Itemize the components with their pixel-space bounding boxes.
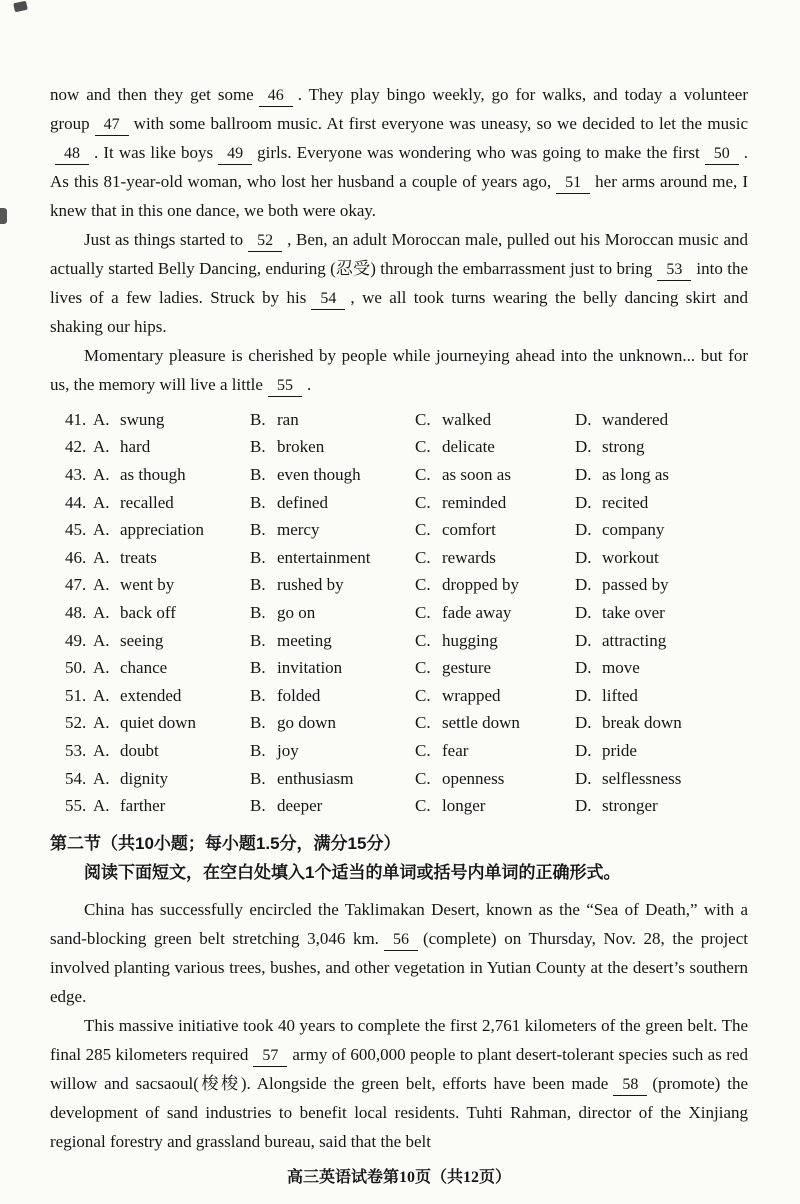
option-choice-a (93, 741, 250, 761)
choice-letter: B. (250, 520, 266, 540)
option-number: 51. (65, 685, 87, 705)
option-row (65, 654, 748, 682)
blank-52: 52 (248, 231, 282, 252)
choice-text: even though (277, 464, 361, 484)
option-number: 42. (65, 437, 87, 457)
choice-letter: B. (250, 658, 266, 678)
choice-text: joy (277, 740, 299, 760)
option-choice-a (93, 410, 250, 430)
option-number: 50. (65, 658, 87, 678)
choice-letter: C. (415, 437, 431, 457)
paragraph: Just as things started to 52 , Ben, an adult Moroccan male, pulled out his Moroccan music and actually started Belly Dancing, enduring (忍受) through the embarrassment just to bring 53 into the lives of a few ladies. Struck by his 54 , we all took turns wearing the belly dancing skirt and shaking our hips. (50, 230, 748, 336)
choice-text: move (602, 658, 640, 678)
option-choice-a (93, 631, 250, 651)
choice-letter: D. (575, 547, 592, 567)
option-choice-b (250, 603, 415, 623)
option-choice-d (575, 493, 748, 513)
section2-title: 第二节 (50, 833, 101, 853)
option-choice-c (415, 686, 575, 706)
option-choice-d (575, 713, 748, 733)
option-choice-b (250, 548, 415, 568)
choice-letter: B. (250, 630, 266, 650)
option-number: 52. (65, 713, 87, 733)
section2-passage (50, 895, 748, 1156)
option-choice-b (250, 713, 415, 733)
option-choice-c (415, 548, 575, 568)
choice-letter: B. (250, 796, 266, 816)
choice-letter: A. (93, 796, 110, 816)
option-choice-b (250, 520, 415, 540)
option-choice-d (575, 686, 748, 706)
option-choice-a (93, 437, 250, 457)
choice-letter: C. (415, 713, 431, 733)
choice-letter: D. (575, 658, 592, 678)
choice-text: folded (277, 685, 321, 705)
option-row (65, 516, 748, 544)
option-choice-b (250, 741, 415, 761)
choice-letter: A. (93, 602, 110, 622)
option-choice-c (415, 520, 575, 540)
choice-text: stronger (602, 796, 658, 816)
choice-letter: D. (575, 713, 592, 733)
option-choice-a (93, 686, 250, 706)
choice-text: broken (277, 437, 325, 457)
choice-letter: A. (93, 713, 110, 733)
option-choice-c (415, 410, 575, 430)
blank-56: 56 (384, 930, 418, 951)
choice-letter: B. (250, 685, 266, 705)
choice-letter: B. (250, 464, 266, 484)
option-choice-d (575, 796, 748, 816)
choice-text: company (602, 520, 665, 540)
option-number: 48. (65, 602, 87, 622)
choice-letter: C. (415, 492, 431, 512)
choice-text: pride (602, 740, 637, 760)
choice-text: quiet down (120, 713, 197, 733)
choice-letter: A. (93, 464, 110, 484)
option-number: 43. (65, 464, 87, 484)
section2-heading (50, 829, 748, 858)
option-choice-d (575, 769, 748, 789)
choice-letter: C. (415, 547, 431, 567)
blank-48: 48 (55, 144, 89, 165)
choice-text: ran (277, 409, 299, 429)
option-choice-b (250, 796, 415, 816)
blank-58: 58 (613, 1075, 647, 1096)
option-choice-a (93, 658, 250, 678)
choice-letter: D. (575, 409, 592, 429)
choice-text: break down (602, 713, 682, 733)
option-choice-c (415, 741, 575, 761)
option-choice-d (575, 575, 748, 595)
choice-text: dignity (120, 768, 169, 788)
option-row (65, 710, 748, 738)
choice-letter: A. (93, 520, 110, 540)
choice-text: comfort (442, 520, 496, 540)
option-choice-d (575, 520, 748, 540)
blank-55: 55 (268, 376, 302, 397)
choice-letter: D. (575, 768, 592, 788)
choice-text: go on (277, 602, 316, 622)
choice-letter: B. (250, 768, 266, 788)
option-choice-c (415, 713, 575, 733)
choice-letter: B. (250, 713, 266, 733)
option-choice-b (250, 658, 415, 678)
paragraph: This massive initiative took 40 years to complete the first 2,761 kilometers of the green belt. The final 285 kilometers required 57 army of 600,000 people to plant desert-tolerant species such as red willow and sacsaoul(梭梭). Alongside the green belt, efforts have been made 58 (promote) the development of sand industries to benefit local residents. Tuhti Rahman, director of the Xinjiang regional forestry and grassland bureau, said that the belt (50, 1015, 749, 1151)
paragraph: now and then they get some 46 . They play bingo weekly, go for walks, and today a volunteer group 47 with some ballroom music. At first everyone was uneasy, so we decided to let the music48 . It was like boys 49 girls. Everyone was wondering who was going to make the first 50 . As this 81-year-old woman, who lost her husband a couple of years ago, 51 her arms around me, I knew that in this one dance, we both were okay. (50, 85, 748, 220)
option-choice-a (93, 769, 250, 789)
choice-letter: B. (250, 492, 266, 512)
choice-text: openness (442, 768, 505, 788)
choice-text: reminded (442, 492, 507, 512)
choice-letter: C. (415, 685, 431, 705)
choice-text: treats (120, 547, 157, 567)
choice-text: went by (120, 575, 175, 595)
cloze-passage (50, 80, 748, 399)
choice-text: take over (602, 602, 665, 622)
choice-letter: C. (415, 464, 431, 484)
choice-text: mercy (277, 520, 320, 540)
choice-text: entertainment (277, 547, 371, 567)
choice-letter: B. (250, 409, 266, 429)
choice-text: rewards (442, 547, 496, 567)
choice-text: fade away (442, 602, 512, 622)
choice-text: dropped by (442, 575, 519, 595)
option-choice-a (93, 575, 250, 595)
choice-letter: A. (93, 575, 110, 595)
choice-letter: D. (575, 464, 592, 484)
blank-53: 53 (657, 260, 691, 281)
choice-letter: B. (250, 575, 266, 595)
choice-text: wandered (602, 409, 669, 429)
choice-letter: B. (250, 437, 266, 457)
paragraph: Momentary pleasure is cherished by people while journeying ahead into the unknown... but for us, the memory will live a little 55 . (50, 341, 748, 399)
option-choice-b (250, 465, 415, 485)
blank-51: 51 (556, 173, 590, 194)
section2-instruction: 阅读下面短文，在空白处填入1个适当的单词或括号内单词的正确形式。 (84, 862, 621, 882)
option-choice-c (415, 796, 575, 816)
choice-text: deeper (277, 796, 323, 816)
choice-text: invitation (277, 658, 343, 678)
choice-letter: D. (575, 520, 592, 540)
choice-text: chance (120, 658, 168, 678)
choice-letter: D. (575, 685, 592, 705)
options-table (65, 406, 748, 820)
option-row (65, 737, 748, 765)
option-choice-d (575, 410, 748, 430)
choice-letter: C. (415, 575, 431, 595)
choice-letter: A. (93, 492, 110, 512)
choice-letter: A. (93, 658, 110, 678)
option-choice-b (250, 769, 415, 789)
choice-text: as long as (602, 464, 670, 484)
option-number: 45. (65, 520, 87, 540)
choice-letter: C. (415, 740, 431, 760)
option-number: 49. (65, 630, 87, 650)
option-choice-c (415, 493, 575, 513)
blank-49: 49 (218, 144, 252, 165)
option-row (65, 682, 748, 710)
choice-text: wrapped (442, 685, 501, 705)
choice-text: go down (277, 713, 337, 733)
choice-text: enthusiasm (277, 768, 354, 788)
option-number: 47. (65, 575, 87, 595)
choice-letter: A. (93, 437, 110, 457)
choice-letter: B. (250, 547, 266, 567)
option-choice-c (415, 575, 575, 595)
option-row (65, 406, 748, 434)
option-choice-c (415, 769, 575, 789)
choice-text: strong (602, 437, 645, 457)
choice-letter: C. (415, 520, 431, 540)
paragraph: China has successfully encircled the Taklimakan Desert, known as the “Sea of Death,” with a sand-blocking green belt stretching 3,046 km. 56 (complete) on Thursday, Nov. 28, the project involved planting various trees, bushes, and other vegetation in Yutian County at the desert’s southern edge. (50, 899, 748, 1006)
option-row (65, 489, 748, 517)
choice-text: selflessness (602, 768, 682, 788)
option-row (65, 572, 748, 600)
choice-text: settle down (442, 713, 520, 733)
option-choice-d (575, 465, 748, 485)
option-row (65, 765, 748, 793)
option-choice-b (250, 410, 415, 430)
choice-letter: D. (575, 492, 592, 512)
option-number: 54. (65, 768, 87, 788)
option-choice-c (415, 658, 575, 678)
option-choice-d (575, 631, 748, 651)
option-choice-b (250, 575, 415, 595)
choice-letter: D. (575, 630, 592, 650)
choice-text: appreciation (120, 520, 205, 540)
option-number: 41. (65, 409, 87, 429)
choice-text: gesture (442, 658, 492, 678)
choice-text: delicate (442, 437, 495, 457)
choice-text: as though (120, 464, 186, 484)
option-choice-a (93, 465, 250, 485)
option-number: 53. (65, 740, 87, 760)
blank-57: 57 (253, 1046, 287, 1067)
option-choice-a (93, 603, 250, 623)
choice-letter: C. (415, 796, 431, 816)
blank-46: 46 (259, 86, 293, 107)
choice-letter: A. (93, 409, 110, 429)
option-row (65, 627, 748, 655)
choice-text: workout (602, 547, 659, 567)
option-choice-a (93, 520, 250, 540)
choice-text: meeting (277, 630, 332, 650)
choice-letter: C. (415, 658, 431, 678)
blank-47: 47 (95, 115, 129, 136)
option-choice-d (575, 437, 748, 457)
choice-letter: A. (93, 685, 110, 705)
choice-letter: A. (93, 630, 110, 650)
option-choice-c (415, 603, 575, 623)
option-number: 46. (65, 547, 87, 567)
option-choice-d (575, 548, 748, 568)
option-row (65, 461, 748, 489)
choice-letter: D. (575, 602, 592, 622)
option-choice-c (415, 437, 575, 457)
choice-text: walked (442, 409, 492, 429)
option-choice-b (250, 631, 415, 651)
choice-letter: A. (93, 547, 110, 567)
option-choice-a (93, 548, 250, 568)
section2-title-info: （共10小题；每小题1.5分，满分15分） (101, 833, 401, 853)
choice-text: back off (120, 602, 176, 622)
choice-text: farther (120, 796, 166, 816)
blank-54: 54 (311, 289, 345, 310)
choice-letter: D. (575, 575, 592, 595)
option-number: 44. (65, 492, 87, 512)
choice-text: seeing (120, 630, 164, 650)
choice-letter: A. (93, 768, 110, 788)
option-row (65, 599, 748, 627)
option-row (65, 792, 748, 820)
option-choice-a (93, 713, 250, 733)
option-choice-c (415, 631, 575, 651)
choice-letter: B. (250, 602, 266, 622)
choice-text: doubt (120, 740, 159, 760)
choice-text: as soon as (442, 464, 511, 484)
choice-letter: B. (250, 740, 266, 760)
option-choice-d (575, 658, 748, 678)
choice-text: extended (120, 685, 182, 705)
choice-text: fear (442, 740, 469, 760)
choice-text: rushed by (277, 575, 344, 595)
choice-text: defined (277, 492, 328, 512)
option-choice-d (575, 603, 748, 623)
choice-letter: C. (415, 602, 431, 622)
choice-letter: C. (415, 409, 431, 429)
option-choice-b (250, 437, 415, 457)
choice-letter: C. (415, 768, 431, 788)
choice-letter: D. (575, 740, 592, 760)
page-footer: 高三英语试卷第10页（共12页） (286, 1168, 511, 1186)
choice-text: longer (442, 796, 486, 816)
option-row (65, 544, 748, 572)
option-choice-d (575, 741, 748, 761)
option-number: 55. (65, 796, 87, 816)
option-choice-b (250, 493, 415, 513)
option-choice-a (93, 493, 250, 513)
scan-artifact (0, 208, 7, 224)
choice-letter: D. (575, 796, 592, 816)
choice-text: recited (602, 492, 649, 512)
choice-text: attracting (602, 630, 667, 650)
blank-50: 50 (705, 144, 739, 165)
choice-text: hugging (442, 630, 498, 650)
option-choice-a (93, 796, 250, 816)
choice-letter: C. (415, 630, 431, 650)
choice-text: lifted (602, 685, 638, 705)
choice-text: swung (120, 409, 165, 429)
option-choice-c (415, 465, 575, 485)
choice-text: hard (120, 437, 151, 457)
option-choice-b (250, 686, 415, 706)
choice-text: passed by (602, 575, 669, 595)
choice-letter: D. (575, 437, 592, 457)
option-row (65, 434, 748, 462)
choice-letter: A. (93, 740, 110, 760)
choice-text: recalled (120, 492, 174, 512)
